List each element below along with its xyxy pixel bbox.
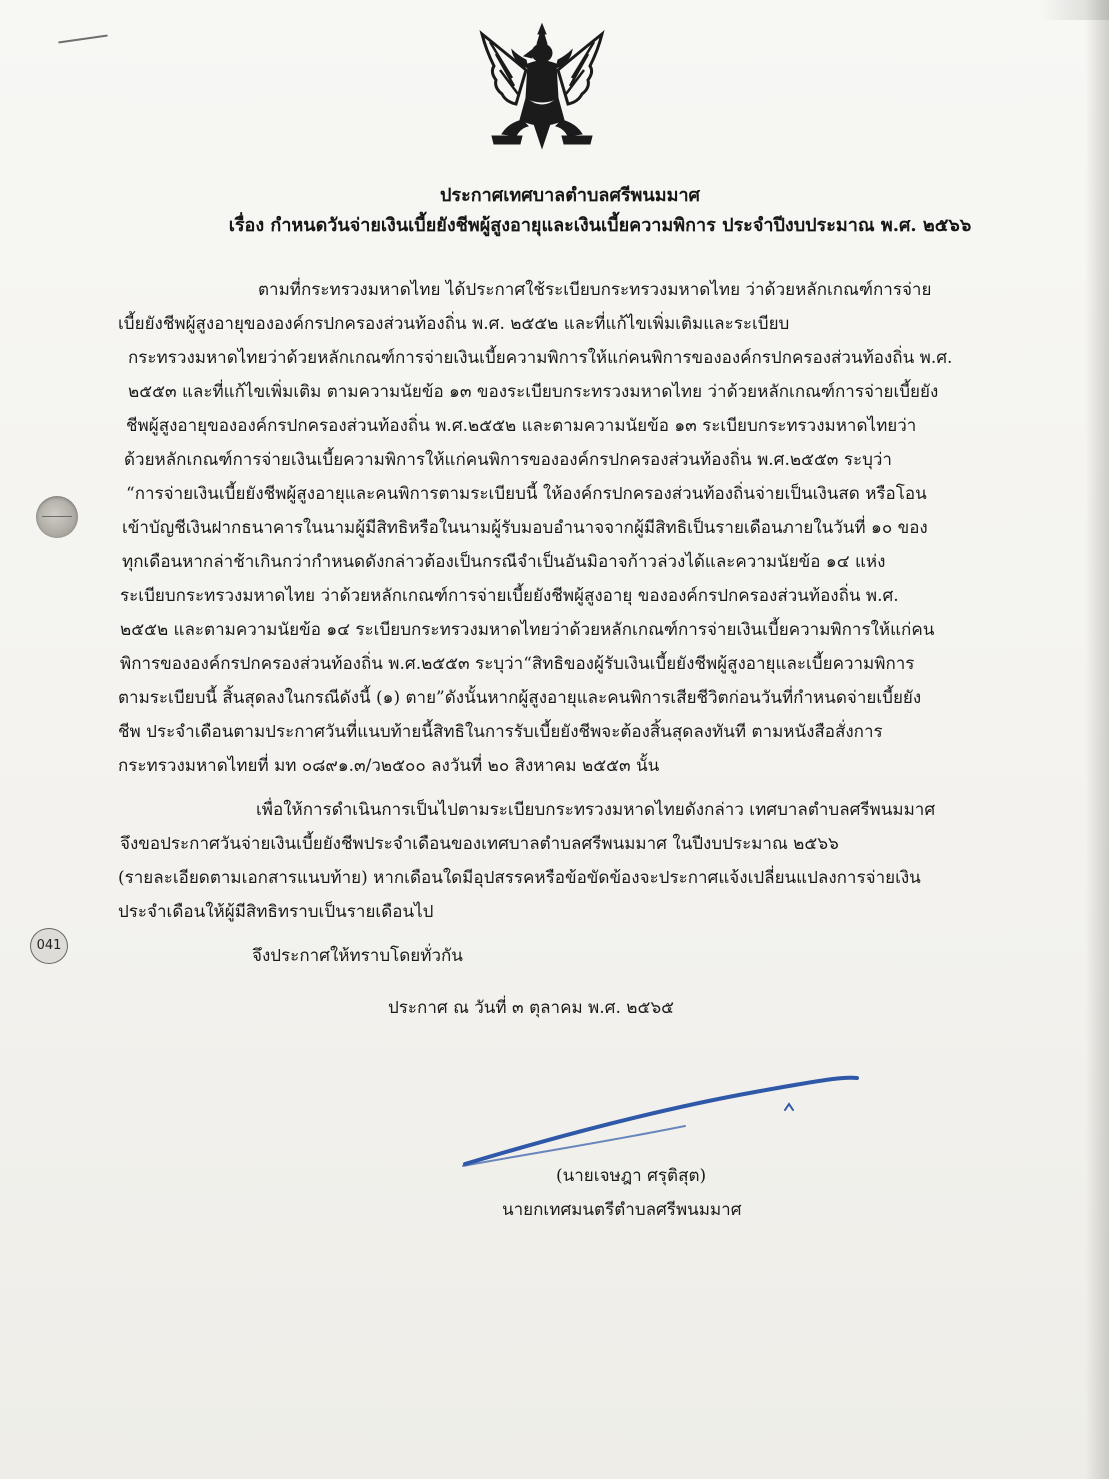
paragraph1-line: ๒๕๕๒ และตามความนัยข้อ ๑๔ ระเบียบกระทรวงมหาดไทยว่าด้วยหลักเกณฑ์การจ่ายเงินเบี้ยความพิการให้แก่คน [120,620,935,640]
document-title: ประกาศเทศบาลตำบลศรีพนมมาศ [440,185,700,206]
paragraph1-line: กระทรวงมหาดไทยที่ มท ๐๘๙๑.๓/ว๒๕๐๐ ลงวันที่ ๒๐ สิงหาคม ๒๕๕๓ นั้น [118,756,660,776]
pencil-mark [58,35,108,44]
paragraph1-line: กระทรวงมหาดไทยว่าด้วยหลักเกณฑ์การจ่ายเงินเบี้ยความพิการให้แก่คนพิการขององค์กรปกครองส่วนท้องถิ่น พ.ศ. [128,348,953,368]
signer-name: (นายเจษฎา ศรุติสุต) [556,1166,707,1186]
paragraph1-line: “การจ่ายเงินเบี้ยยังชีพผู้สูงอายุและคนพิการตามระเบียบนี้ ให้องค์กรปกครองส่วนท้องถิ่นจ่ายเป็นเงินสด หรือโอน [126,484,927,504]
date-line: ประกาศ ณ วันที่ ๓ ตุลาคม พ.ศ. ๒๕๖๕ [388,998,674,1018]
garuda-emblem [472,20,612,152]
paragraph1-line: พิการขององค์กรปกครองส่วนท้องถิ่น พ.ศ.๒๕๕๓ ระบุว่า“สิทธิของผู้รับเงินเบี้ยยังชีพผู้สูงอายุและเบี้ยความพิการ [120,654,915,674]
paragraph2-line: จึงขอประกาศวันจ่ายเงินเบี้ยยังชีพประจำเดือนของเทศบาลตำบลศรีพนมมาศ ในปีงบประมาณ ๒๕๖๖ [120,834,839,854]
closing-line: จึงประกาศให้ทราบโดยทั่วกัน [252,946,463,966]
paragraph2-line: ประจำเดือนให้ผู้มีสิทธิทราบเป็นรายเดือนไป [118,902,434,922]
paragraph1-line: ชีพผู้สูงอายุขององค์กรปกครองส่วนท้องถิ่น พ.ศ.๒๕๕๒ และตามความนัยข้อ ๑๓ ระเบียบกระทรวงมหาดไทยว่า [126,416,917,436]
paragraph1-line: ตามระเบียบนี้ สิ้นสุดลงในกรณีดังนี้ (๑) ตาย”ดังนั้นหากผู้สูงอายุและคนพิการเสียชีวิตก่อนวันที่กำหนดจ่ายเบี้ยยัง [118,688,922,708]
signer-title: นายกเทศมนตรีตำบลศรีพนมมาศ [502,1200,742,1220]
paragraph2-line: (รายละเอียดตามเอกสารแนบท้าย) หากเดือนใดมีอุปสรรคหรือข้อขัดข้องจะประกาศแจ้งเปลี่ยนแปลงการจ่ายเงิน [118,868,921,888]
paragraph1-line: ชีพ ประจำเดือนตามประกาศวันที่แนบท้ายนี้สิทธิในการรับเบี้ยยังชีพจะต้องสิ้นสุดลงทันที ตามหนังสือสั่งการ [118,722,883,742]
paragraph2-line: เพื่อให้การดำเนินการเป็นไปตามระเบียบกระทรวงมหาดไทยดังกล่าว เทศบาลตำบลศรีพนมมาศ [256,800,936,820]
paragraph1-line: เข้าบัญชีเงินฝากธนาคารในนามผู้มีสิทธิหรือในนามผู้รับมอบอำนาจจากผู้มีสิทธิเป็นรายเดือนภายในวันที่ ๑๐ ของ [122,518,928,538]
paragraph1-line: ตามที่กระทรวงมหาดไทย ได้ประกาศใช้ระเบียบกระทรวงมหาดไทย ว่าด้วยหลักเกณฑ์การจ่าย [258,280,932,300]
paragraph1-line: ๒๕๕๓ และที่แก้ไขเพิ่มเติม ตามความนัยข้อ ๑๓ ของระเบียบกระทรวงมหาดไทย ว่าด้วยหลักเกณฑ์การจ่ายเบี้ยยัง [128,382,939,402]
paragraph1-line: เบี้ยยังชีพผู้สูงอายุขององค์กรปกครองส่วนท้องถิ่น พ.ศ. ๒๕๕๒ และที่แก้ไขเพิ่มเติมและระเบียบ [118,314,790,334]
paragraph1-line: ทุกเดือนหากล่าช้าเกินกว่ากำหนดดังกล่าวต้องเป็นกรณีจำเป็นอันมิอาจก้าวล่วงได้และความนัยข้อ ๑๔ แห่ง [122,552,886,572]
paragraph1-line: ด้วยหลักเกณฑ์การจ่ายเงินเบี้ยความพิการให้แก่คนพิการขององค์กรปกครองส่วนท้องถิ่น พ.ศ.๒๕๕๓ ระบุว่า [124,450,892,470]
paragraph1-line: ระเบียบกระทรวงมหาดไทย ว่าด้วยหลักเกณฑ์การจ่ายเบี้ยยังชีพผู้สูงอายุ ขององค์กรปกครองส่วนท้องถิ่น พ.ศ. [120,586,899,606]
page-number-stamp: 041 [30,928,68,964]
corner-shade [1039,0,1109,20]
punch-hole [36,496,78,538]
document-subject: เรื่อง กำหนดวันจ่ายเงินเบี้ยยังชีพผู้สูงอายุและเงินเบี้ยความพิการ ประจำปีงบประมาณ พ.ศ. ๒๕๖๖ [228,215,972,236]
